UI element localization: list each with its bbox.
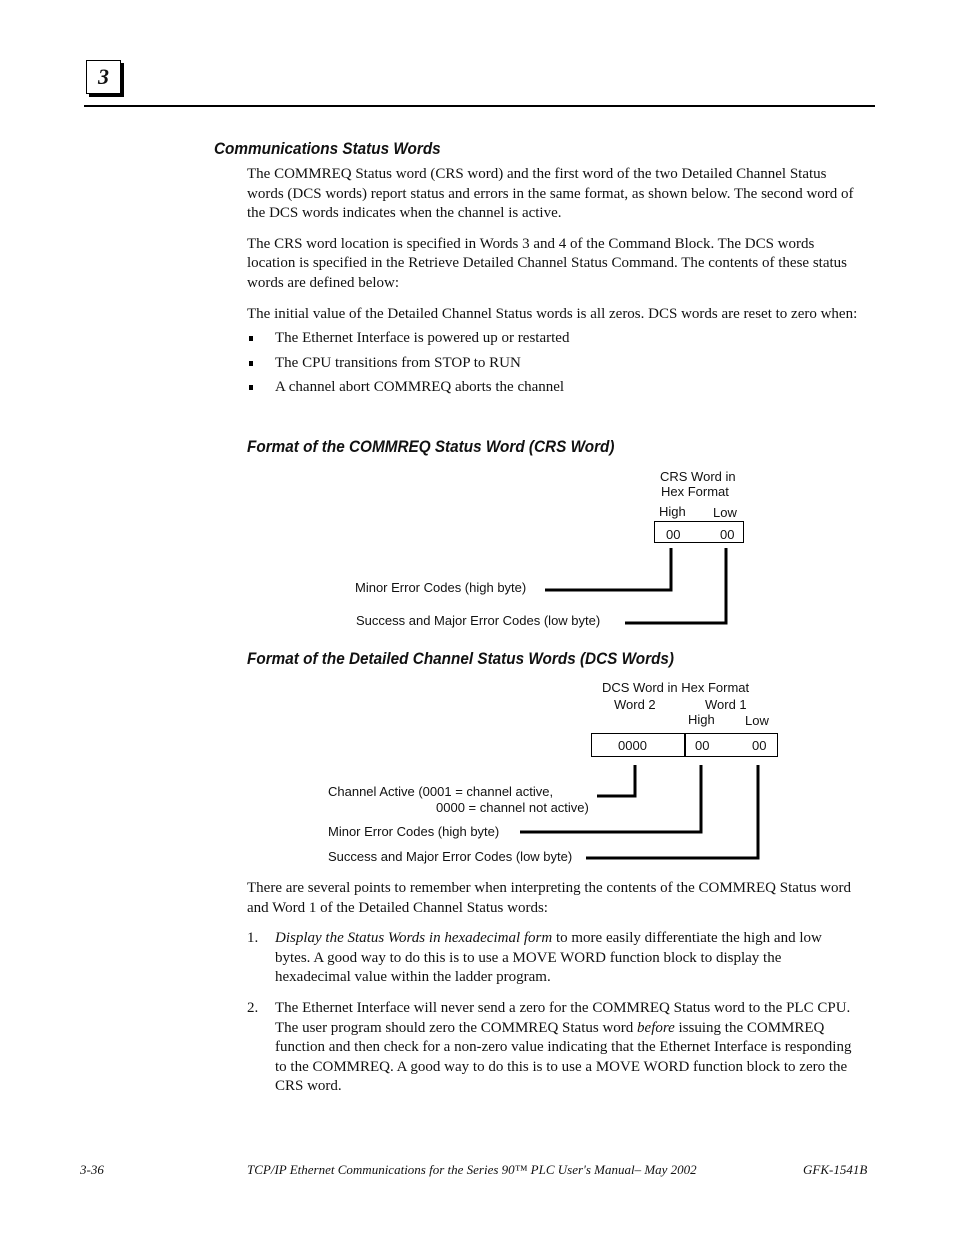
footer-doc-number: GFK-1541B <box>803 1162 868 1177</box>
crs-caption-2: Hex Format <box>661 484 729 499</box>
crs-minor-label: Minor Error Codes (high byte) <box>355 580 527 595</box>
paragraph: The COMMREQ Status word (CRS word) and the first word of the two Detailed Channel Status words (DCS words) report status and errors in the same format, as shown below. The second word of the DCS words indicates when the channel is active. <box>247 166 854 222</box>
dcs-high-label: High <box>688 712 715 727</box>
dcs-word2-label: Word 2 <box>614 697 656 712</box>
footer-title: TCP/IP Ethernet Communications for the Series 90™ PLC User's Manual– May 2002 <box>247 1162 697 1177</box>
dcs-high-value: 00 <box>695 738 710 753</box>
point-text: The Ethernet Interface will never send a zero for the COMMREQ Status word to the PLC CPU. The user program should zero the COMMREQ Status word <box>275 999 851 1036</box>
crs-low-value: 00 <box>720 527 735 542</box>
dcs-major-label: Success and Major Error Codes (low byte) <box>328 849 573 864</box>
bullet-text: A channel abort COMMREQ aborts the channel <box>275 379 565 396</box>
bullet-text: The CPU transitions from STOP to RUN <box>275 354 521 371</box>
dcs-caption: DCS Word in Hex Format <box>602 680 750 695</box>
crs-major-connector <box>625 548 726 623</box>
dcs-major-connector <box>586 765 758 858</box>
dcs-low-value: 00 <box>752 738 767 753</box>
paragraph: The initial value of the Detailed Channel Status words is all zeros. DCS words are reset to zero when: <box>247 305 858 322</box>
point-number: 2. <box>247 999 259 1016</box>
dcs-word1-label: Word 1 <box>705 697 747 712</box>
chapter-number-box: 3 <box>86 60 121 94</box>
point-item <box>247 929 859 988</box>
footer-page-number: 3-36 <box>80 1162 104 1177</box>
crs-title: Format of the COMMREQ Status Word (CRS Word) <box>247 437 615 456</box>
point-emphasis: Display the Status Words in hexadecimal form <box>275 930 553 947</box>
crs-low-label: Low <box>713 505 737 520</box>
dcs-low-label: Low <box>745 713 769 728</box>
crs-major-label: Success and Major Error Codes (low byte) <box>356 613 601 628</box>
bullet-text: The Ethernet Interface is powered up or restarted <box>275 330 570 347</box>
point-number: 1. <box>247 930 259 947</box>
crs-high-value: 00 <box>666 527 681 542</box>
points-intro: There are several points to remember when interpreting the contents of the COMMREQ Status word and Word 1 of the Detailed Channel Status words: <box>247 880 852 916</box>
point-item <box>247 999 859 1097</box>
dcs-title: Format of the Detailed Channel Status Words (DCS Words) <box>247 649 675 668</box>
crs-minor-connector <box>545 548 671 590</box>
dcs-minor-label: Minor Error Codes (high byte) <box>328 824 500 839</box>
points-section <box>247 879 859 1097</box>
dcs-active-connector <box>597 765 635 796</box>
crs-caption-1: CRS Word in <box>660 469 736 484</box>
dcs-word2-value: 0000 <box>618 738 647 753</box>
paragraph: The CRS word location is specified in Words 3 and 4 of the Command Block. The DCS words location is specified in the Retrieve Detailed Channel Status Command. The contents of these status words are defined below: <box>247 235 847 291</box>
section-title: Communications Status Words <box>214 139 441 158</box>
point-text: issuing the COMMREQ function and then check for a non-zero value indicating that the Ethernet Interface is responding to the COMMREQ. A good way to do this is to use a MOVE WORD function block to zero the CRS word. <box>275 1019 852 1095</box>
dcs-active-label-1: Channel Active (0001 = channel active, <box>328 784 554 799</box>
point-emphasis: before <box>637 1019 675 1036</box>
dcs-minor-connector <box>520 765 701 832</box>
dcs-active-label-2: 0000 = channel not active) <box>436 800 589 815</box>
crs-high-label: High <box>659 504 686 519</box>
point-text: to more easily differentiate the high and low bytes. A good way to do this is to use a MOVE WORD function block to display the hexadecimal value within the ladder program. <box>275 930 822 986</box>
